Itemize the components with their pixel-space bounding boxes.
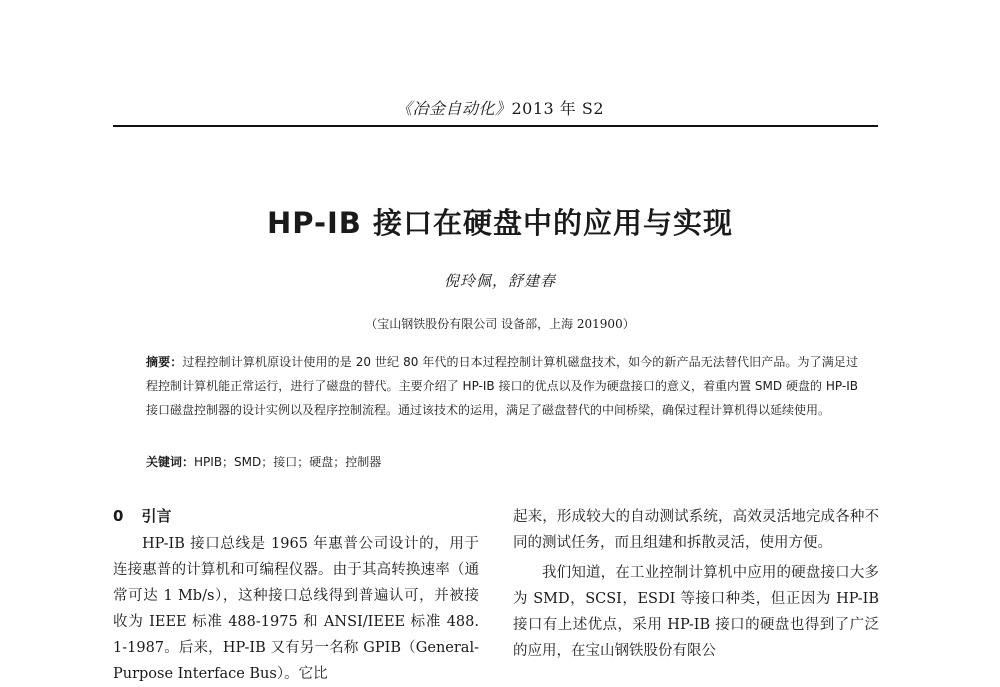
body-paragraph: HP-IB 接口总线是 1965 年惠普公司设计的，用于连接惠普的计算机和可编程仪器。由于其高转换速率（通常可达 1 Mb/s），这种接口总线得到普遍认可，并被接收为 IEEE 标准 488-1975 和 ANSI/IEEE 标准 488. 1-1987。后来，HP-IB 又有另一名称 GPIB（General-Purpose Interface Bus）。它比 [113,536,479,682]
journal-header [0,96,1000,119]
journal-issue: 2013 年 S2 [511,99,605,118]
body-paragraph: 我们知道，在工业控制计算机中应用的硬盘接口大多为 SMD，SCSI，ESDI 等接口种类，但正因为 HP-IB 接口有上述优点，采用 HP-IB 接口的硬盘也得到了广泛的应用，在宝山钢铁股份有限公 [513,565,879,659]
author-affiliation: （宝山钢铁股份有限公司 设备部，上海 201900） [365,317,635,331]
right-column [513,504,879,664]
keywords-label: 关键词： [146,455,195,469]
left-column [113,531,479,687]
journal-name: 《冶金自动化》 [395,99,512,118]
abstract-label: 摘要： [146,355,183,369]
section-title: 引言 [141,507,172,525]
abstract [146,350,858,422]
section-heading [113,505,171,526]
abstract-text: 过程控制计算机原设计使用的是 20 世纪 80 年代的日本过程控制计算机磁盘技术，如今的新产品无法替代旧产品。为了满足过程控制计算机能正常运行，进行了磁盘的替代。主要介绍了 HP-IB 接口的优点以及作为硬盘接口的意义，着重内置 SMD 硬盘的 HP-IB 接口磁盘控制器的设计实例以及程序控制流程。通过该技术的运用，满足了磁盘替代的中间桥梁，确保过程计算机得以延续使用。 [146,355,858,417]
paper-title: HP-IB 接口在硬盘中的应用与实现 [266,206,734,240]
header-rule [113,125,878,127]
paper-authors: 倪玲佩，舒建春 [443,272,556,290]
keywords [146,452,858,472]
body-paragraph: 起来，形成较大的自动测试系统，高效灵活地完成各种不同的测试任务，而且组建和拆散灵活，使用方便。 [513,509,879,551]
keywords-text: HPIB；SMD；接口；硬盘；控制器 [194,455,382,469]
section-number: 0 [113,507,124,525]
